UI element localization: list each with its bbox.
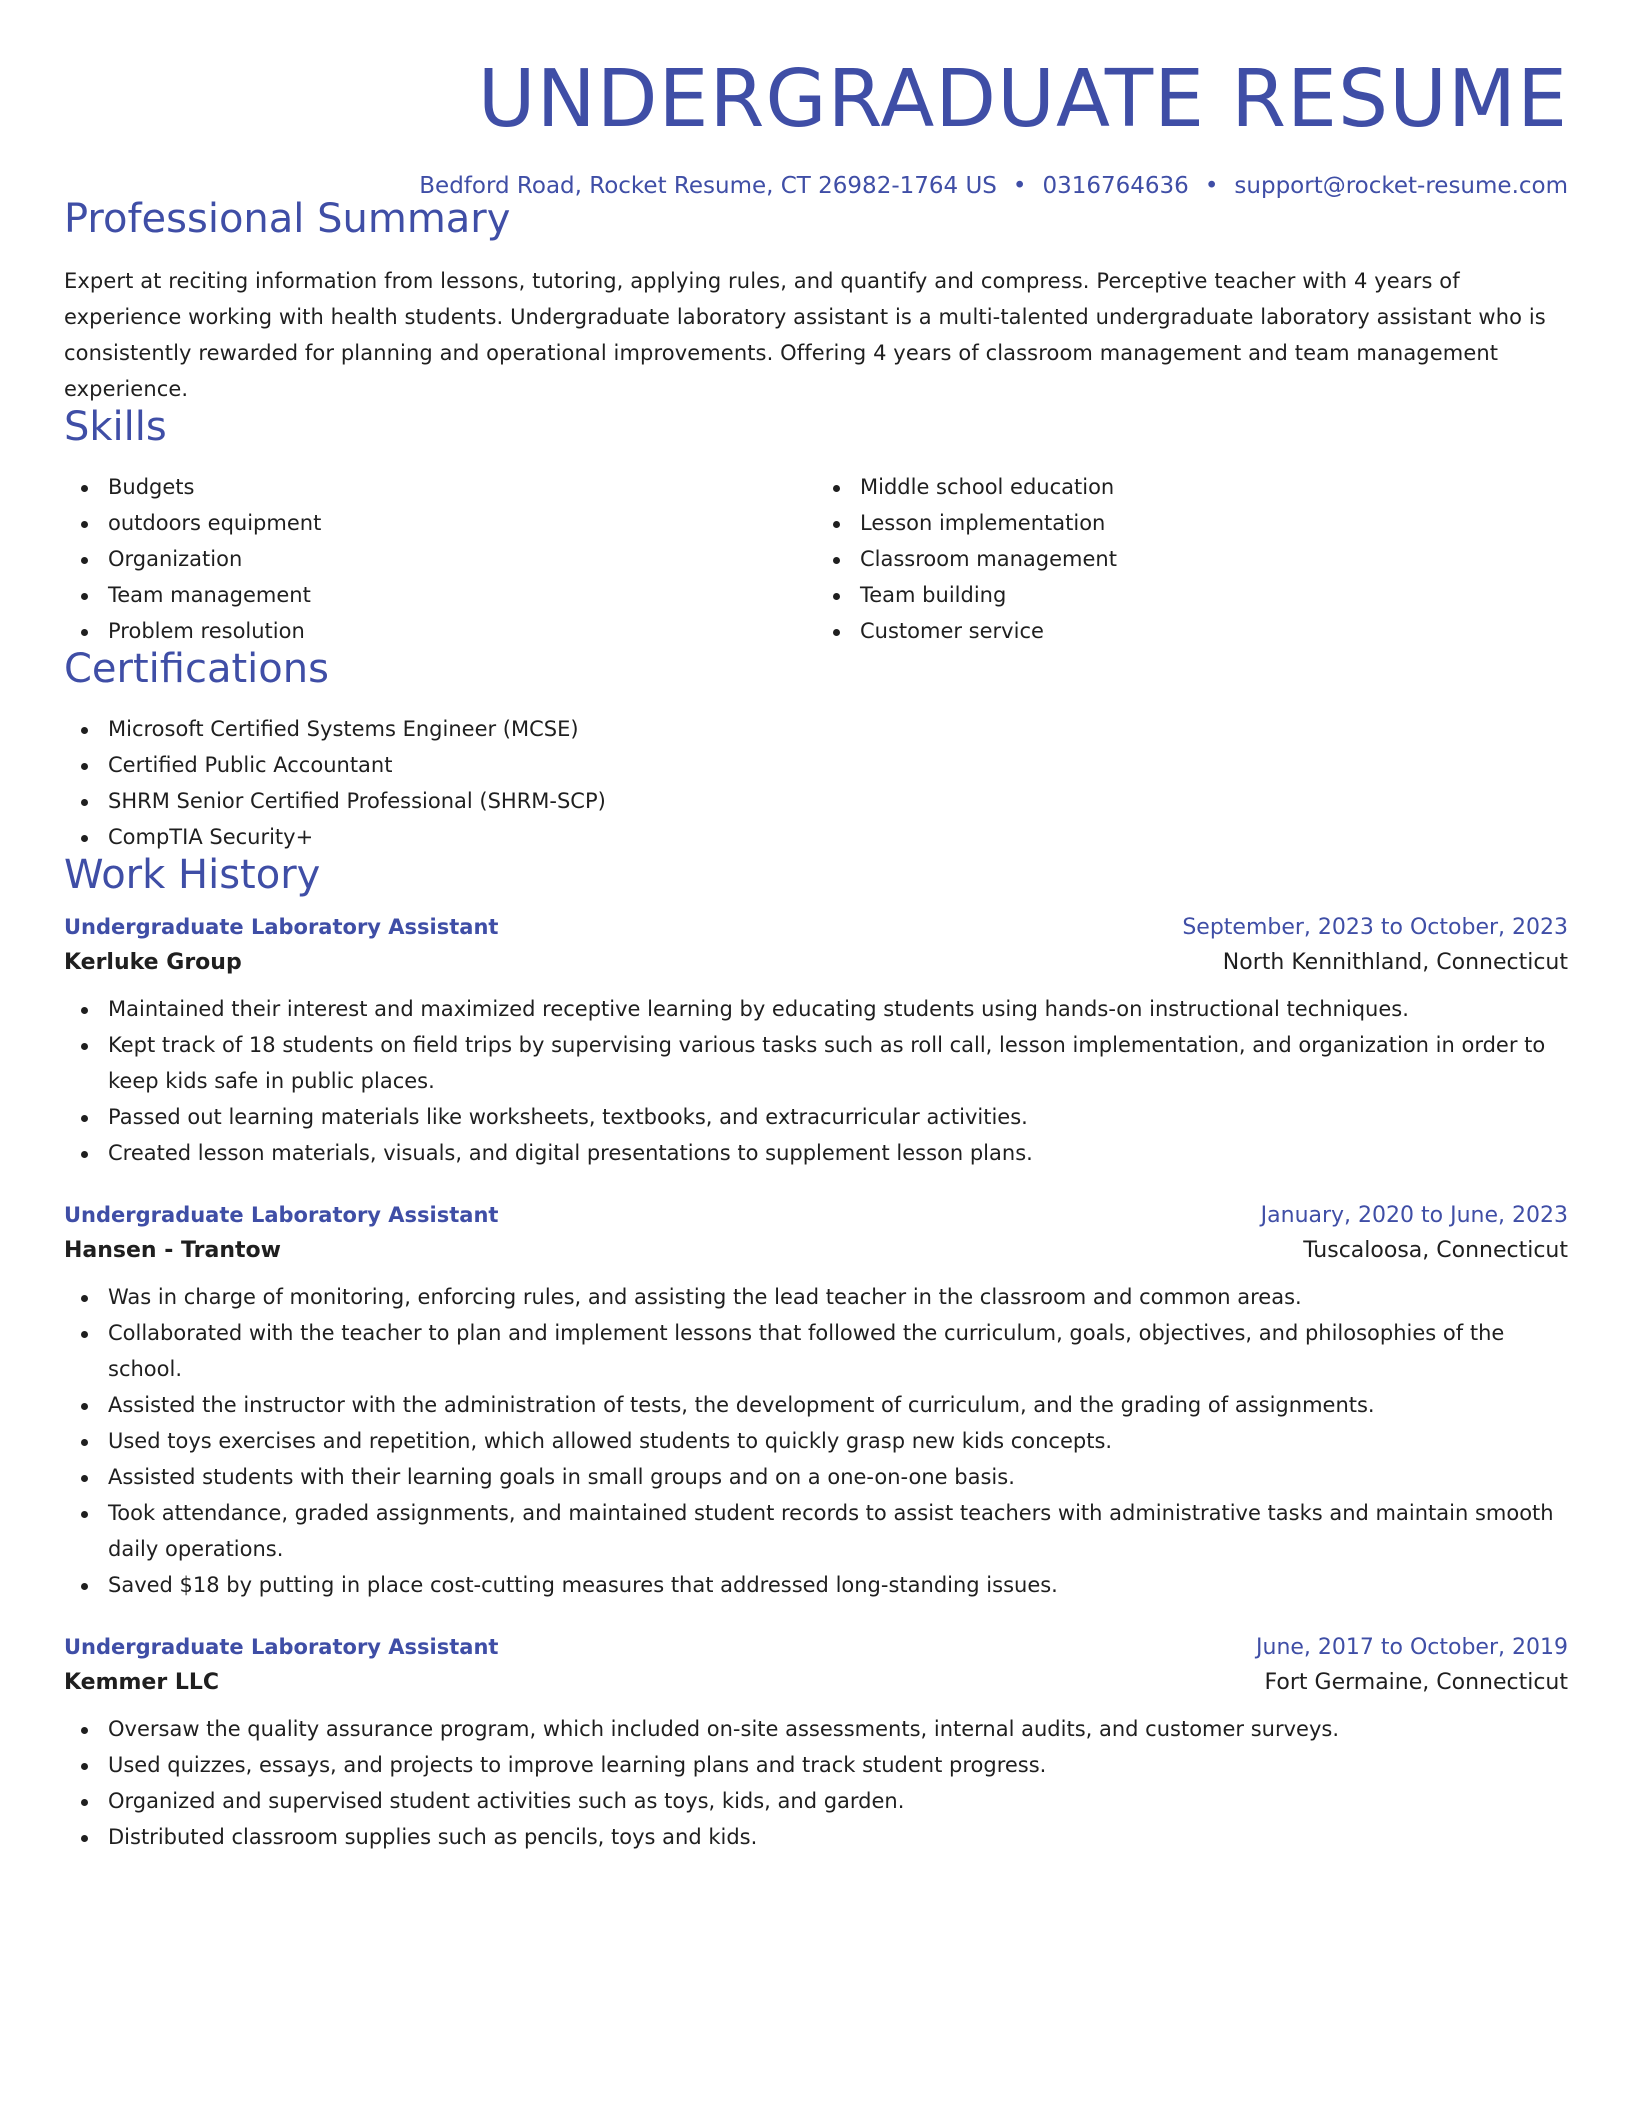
skill-item: Budgets [108,469,816,505]
contact-address: Bedford Road, Rocket Resume, CT 26982-1764 US [419,173,997,199]
job-bullet: Took attendance, graded assignments, and maintained student records to assist teachers with administrative tasks and maintain smooth daily operations. [108,1495,1568,1567]
skills-column-left [64,469,816,649]
work-history-heading: Work History [64,852,321,898]
job-entry [64,915,1568,1171]
job-bullets [64,1279,1568,1603]
job-bullet: Used quizzes, essays, and projects to improve learning plans and track student progress. [108,1747,1568,1783]
skill-item: Lesson implementation [860,505,1568,541]
skill-item: Customer service [860,613,1568,649]
contact-phone: 0316764636 [1042,173,1189,199]
skills-column-right [816,469,1568,649]
job-bullet: Passed out learning materials like worksheets, textbooks, and extracurricular activities. [108,1099,1568,1135]
job-subheader [64,950,1568,975]
contact-email[interactable]: support@rocket-resume.com [1234,173,1568,199]
job-location: North Kennithland, Connecticut [1222,950,1568,975]
job-company: Kerluke Group [64,950,242,975]
job-bullet: Oversaw the quality assurance program, which included on-site assessments, internal audits, and customer surveys. [108,1711,1568,1747]
job-bullet: Distributed classroom supplies such as pencils, toys and kids. [108,1819,1568,1855]
job-company: Hansen - Trantow [64,1238,281,1263]
job-location: Tuscaloosa, Connecticut [1303,1238,1568,1263]
resume-page [64,0,1568,1855]
contact-separator: • [1204,173,1219,199]
skill-item: Classroom management [860,541,1568,577]
job-header [64,915,1568,940]
job-subheader [64,1238,1568,1263]
job-bullet: Saved $18 by putting in place cost-cutting measures that addressed long-standing issues. [108,1567,1568,1603]
job-bullet: Assisted students with their learning goals in small groups and on a one-on-one basis. [108,1459,1568,1495]
skill-item: outdoors equipment [108,505,816,541]
certification-item: Certified Public Accountant [108,747,1568,783]
summary-text: Expert at reciting information from lessons, tutoring, applying rules, and quantify and compress. Perceptive teacher with 4 years of experience working with health students. Undergraduate laboratory assistant is a multi-talented undergraduate laboratory assistant who is consistently rewarded for planning and operational improvements. Offering 4 years of classroom management and team management experience. [64,269,1546,401]
job-bullet: Used toys exercises and repetition, which allowed students to quickly grasp new kids concepts. [108,1423,1568,1459]
skill-item: Organization [108,541,816,577]
certification-item: SHRM Senior Certified Professional (SHRM-SCP) [108,783,1568,819]
job-title: Undergraduate Laboratory Assistant [64,1203,499,1227]
job-bullet: Maintained their interest and maximized receptive learning by educating students using hands-on instructional techniques. [108,991,1568,1027]
job-bullet: Assisted the instructor with the administration of tests, the development of curriculum, and the grading of assignments. [108,1387,1568,1423]
job-bullets [64,1711,1568,1855]
certification-item: Microsoft Certified Systems Engineer (MCSE) [108,711,1568,747]
summary-heading: Professional Summary [64,196,511,242]
skill-item: Team management [108,577,816,613]
job-bullet: Created lesson materials, visuals, and digital presentations to supplement lesson plans. [108,1135,1568,1171]
job-entry [64,1203,1568,1603]
job-header [64,1203,1568,1228]
resume-title: UNDERGRADUATE RESUME [477,53,1568,145]
certifications-heading: Certifications [64,646,329,692]
certifications-list [64,711,1568,855]
job-bullet: Was in charge of monitoring, enforcing rules, and assisting the lead teacher in the classroom and common areas. [108,1279,1568,1315]
job-dates: June, 2017 to October, 2019 [1256,1635,1568,1660]
job-bullets [64,991,1568,1171]
contact-separator: • [1012,173,1027,199]
job-header [64,1635,1568,1660]
job-location: Fort Germaine, Connecticut [1264,1670,1568,1695]
job-entry [64,1635,1568,1855]
job-bullet: Kept track of 18 students on field trips by supervising various tasks such as roll call, lesson implementation, and organization in order to keep kids safe in public places. [108,1027,1568,1099]
skills-list [64,469,1568,649]
job-bullet: Collaborated with the teacher to plan and implement lessons that followed the curriculum, goals, objectives, and philosophies of the school. [108,1315,1568,1387]
job-subheader [64,1670,1568,1695]
job-title: Undergraduate Laboratory Assistant [64,1635,499,1659]
job-dates: September, 2023 to October, 2023 [1182,915,1568,940]
job-title: Undergraduate Laboratory Assistant [64,915,499,939]
skill-item: Middle school education [860,469,1568,505]
skill-item: Problem resolution [108,613,816,649]
job-company: Kemmer LLC [64,1670,220,1695]
job-dates: January, 2020 to June, 2023 [1260,1203,1568,1228]
job-bullet: Organized and supervised student activities such as toys, kids, and garden. [108,1783,1568,1819]
certification-item: CompTIA Security+ [108,819,1568,855]
skills-heading: Skills [64,404,167,450]
skill-item: Team building [860,577,1568,613]
